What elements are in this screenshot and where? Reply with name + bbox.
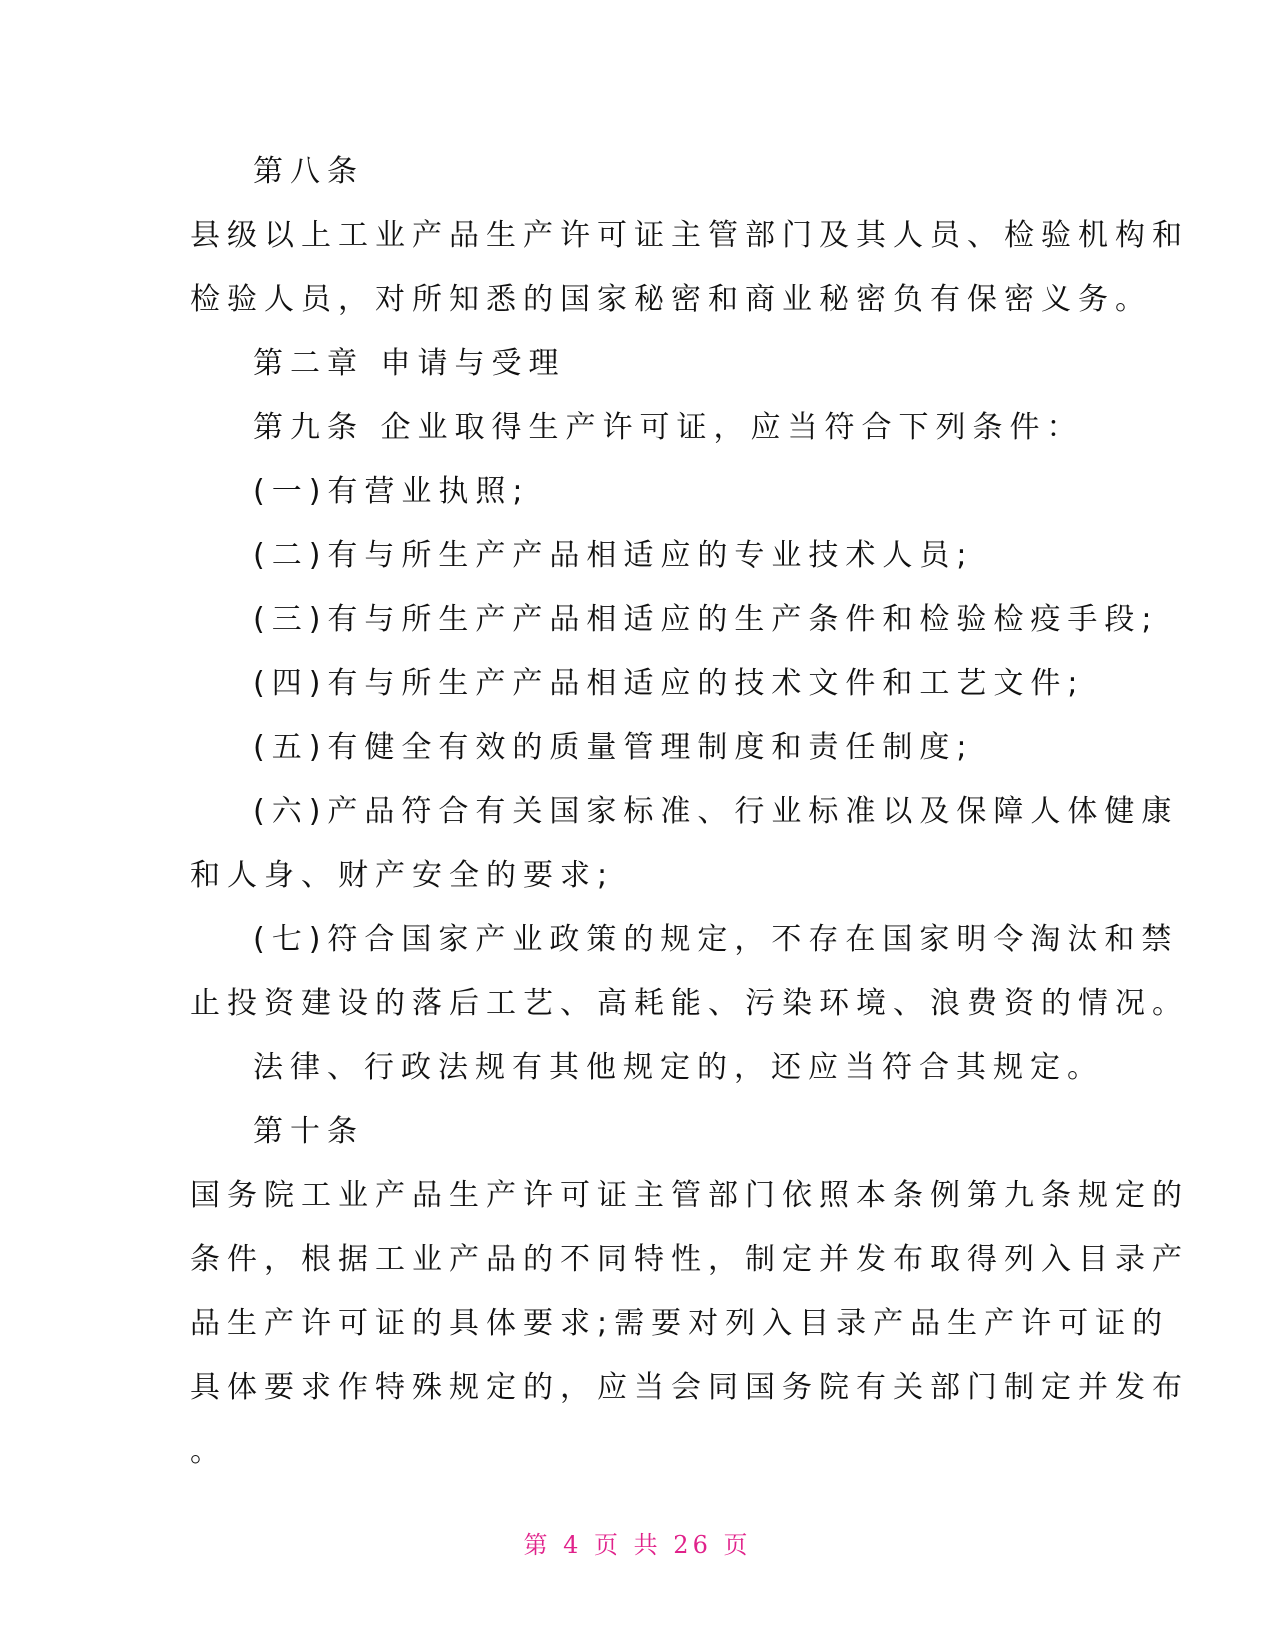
document-body xyxy=(190,140,1189,1484)
article-10-text-line-3: 品生产许可证的具体要求;需要对列入目录产品生产许可证的 xyxy=(190,1306,1170,1341)
condition-item-4: (四)有与所生产产品相适应的技术文件和工艺文件; xyxy=(253,666,1085,701)
legal-provision-note: 法律、行政法规有其他规定的，还应当符合其规定。 xyxy=(253,1050,1104,1085)
article-10-text-line-5: 。 xyxy=(190,1434,227,1469)
condition-item-1: (一)有营业执照; xyxy=(253,474,530,509)
chapter-2-heading: 第二章 申请与受理 xyxy=(253,346,566,381)
condition-item-6-line-2: 和人身、财产安全的要求; xyxy=(190,858,615,893)
article-10-text-line-4: 具体要求作特殊规定的，应当会同国务院有关部门制定并发布 xyxy=(190,1370,1189,1405)
article-8-heading: 第八条 xyxy=(253,154,364,189)
condition-item-6-line-1: (六)产品符合有关国家标准、行业标准以及保障人体健康 xyxy=(253,794,1179,829)
condition-item-3: (三)有与所生产产品相适应的生产条件和检验检疫手段; xyxy=(253,602,1159,637)
condition-item-5: (五)有健全有效的质量管理制度和责任制度; xyxy=(253,730,974,765)
article-8-text-line-2: 检验人员，对所知悉的国家秘密和商业秘密负有保密义务。 xyxy=(190,282,1152,317)
article-10-text-line-2: 条件，根据工业产品的不同特性，制定并发布取得列入目录产 xyxy=(190,1242,1189,1277)
page-number-footer: 第 4 页 共 26 页 xyxy=(523,1531,752,1559)
condition-item-2: (二)有与所生产产品相适应的专业技术人员; xyxy=(253,538,974,573)
article-9-heading: 第九条 企业取得生产许可证，应当符合下列条件： xyxy=(253,410,1084,445)
article-10-text-line-1: 国务院工业产品生产许可证主管部门依照本条例第九条规定的 xyxy=(190,1178,1189,1213)
condition-item-7-line-2: 止投资建设的落后工艺、高耗能、污染环境、浪费资的情况。 xyxy=(190,986,1189,1021)
article-10-heading: 第十条 xyxy=(253,1114,364,1149)
article-8-text-line-1: 县级以上工业产品生产许可证主管部门及其人员、检验机构和 xyxy=(190,218,1189,253)
condition-item-7-line-1: (七)符合国家产业政策的规定，不存在国家明令淘汰和禁 xyxy=(253,922,1179,957)
